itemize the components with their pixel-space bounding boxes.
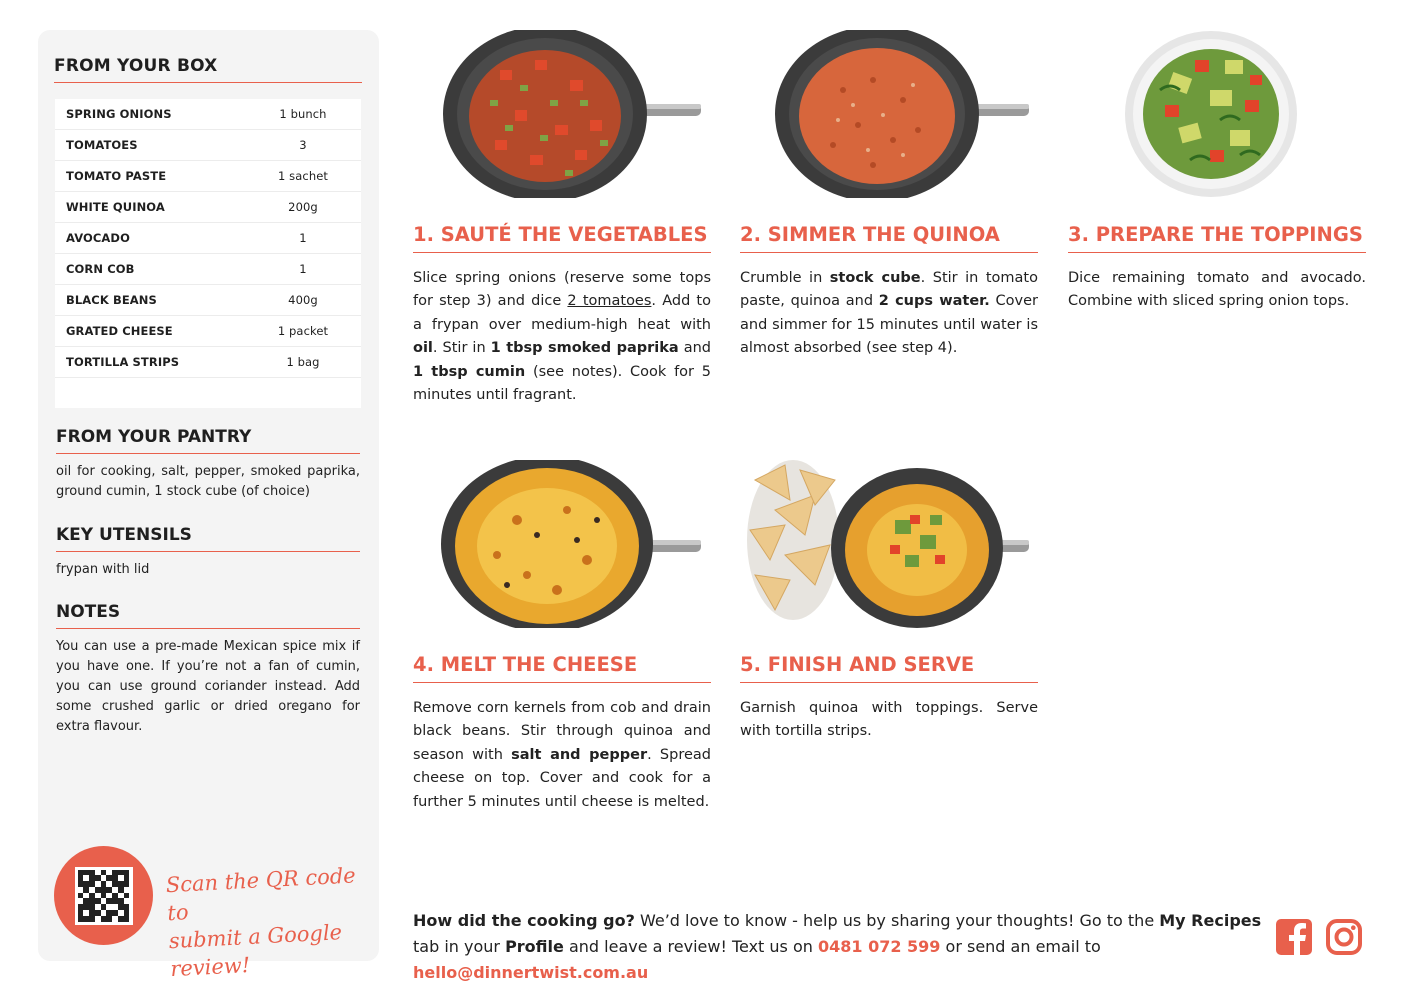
step-text: Remove corn kernels from cob and drain black beans. Stir through quinoa and season with salt and pepper. Spread cheese on top. Cover and cook for a further 5 minutes until cheese is melted. [413, 700, 711, 810]
utensils-text: frypan with lid [56, 562, 150, 577]
step-title: 1. SAUTÉ THE VEGETABLES [413, 223, 711, 253]
ingredient-qty: 1 bag [286, 355, 320, 369]
step-title: 4. MELT THE CHEESE [413, 653, 711, 683]
ingredient-name: GRATED CHEESE [66, 324, 173, 338]
pantry-heading: FROM YOUR PANTRY [56, 427, 360, 454]
table-row [55, 347, 361, 378]
pantry-section [56, 427, 360, 502]
step-text: Dice remaining tomato and avocado. Combine with sliced spring onion tops. [1068, 270, 1366, 310]
ingredient-qty: 1 [299, 262, 307, 276]
step5-photo [745, 460, 1035, 628]
notes-section [56, 602, 360, 737]
step-1 [413, 223, 711, 407]
email-link[interactable]: hello@dinnertwist.com.au [413, 963, 649, 982]
table-row [55, 316, 361, 347]
facebook-icon[interactable] [1275, 918, 1313, 956]
ingredient-qty: 1 sachet [277, 169, 328, 183]
ingredient-qty: 1 packet [277, 324, 329, 338]
utensils-heading: KEY UTENSILS [56, 525, 360, 552]
step-title: 2. SIMMER THE QUINOA [740, 223, 1038, 253]
qr-code-icon [75, 867, 133, 925]
pantry-text: oil for cooking, salt, pepper, smoked paprika, ground cumin, 1 stock cube (of choice) [56, 464, 360, 499]
step-2 [740, 223, 1038, 361]
ingredient-name: TOMATO PASTE [66, 169, 167, 183]
qr-code-badge[interactable] [54, 846, 153, 945]
ingredient-name: BLACK BEANS [66, 293, 157, 307]
instagram-icon[interactable] [1325, 918, 1363, 956]
step-text: Crumble in stock cube. Stir in tomato paste, quinoa and 2 cups water. Cover and simmer for 15 minutes until water is almost absorbed (see step 4). [740, 270, 1038, 357]
step2-photo [773, 30, 1033, 198]
step-5 [740, 653, 1038, 744]
from-your-box-heading: FROM YOUR BOX [54, 56, 362, 83]
ingredient-name: TOMATOES [66, 138, 138, 152]
ingredient-qty: 1 bunch [279, 107, 327, 121]
step-text: Garnish quinoa with toppings. Serve with tortilla strips. [740, 700, 1038, 740]
ingredient-name: WHITE QUINOA [66, 200, 165, 214]
qr-caption [165, 861, 371, 983]
review-footer: How did the cooking go? We’d love to know - help us by sharing your thoughts! Go to the My Recipes tab in your Profile and leave a review! Text us on 0481 072 599 or send an email to hello@dinnertwist.com.au [413, 911, 1262, 982]
step-4 [413, 653, 711, 814]
step1-photo [440, 30, 705, 198]
ingredient-qty: 400g [288, 293, 318, 307]
ingredient-name: TORTILLA STRIPS [66, 355, 180, 369]
step3-photo [1120, 30, 1302, 198]
step-text: Slice spring onions (reserve some tops for step 3) and dice 2 tomatoes. Add to a frypan over medium-high heat with oil. Stir in 1 tbsp smoked paprika and 1 tbsp cumin (see notes). Cook for 5 minutes until fragrant. [413, 270, 712, 404]
ingredient-table [55, 99, 361, 408]
ingredient-name: AVOCADO [66, 231, 130, 245]
step-title: 3. PREPARE THE TOPPINGS [1068, 223, 1366, 253]
left-panel [38, 30, 379, 982]
ingredient-qty: 1 [299, 231, 307, 245]
ingredient-qty: 200g [288, 200, 318, 214]
qr-caption-line: submit a Google review! [168, 920, 343, 982]
table-row [55, 285, 361, 316]
ingredient-qty: 3 [299, 138, 307, 152]
table-row [55, 99, 361, 130]
table-row [55, 223, 361, 254]
step-3 [1068, 223, 1366, 314]
table-row [55, 161, 361, 192]
step-title: 5. FINISH AND SERVE [740, 653, 1038, 683]
table-row [55, 192, 361, 223]
step4-photo [437, 460, 705, 628]
qr-caption-line: Scan the QR code to [165, 863, 357, 926]
ingredient-name: SPRING ONIONS [66, 107, 172, 121]
notes-text: You can use a pre-made Mexican spice mix if you have one. If you’re not a fan of cumin, you can use ground coriander instead. Add some crushed garlic or dried oregano for extra flavour. [56, 639, 360, 734]
table-row [55, 254, 361, 285]
ingredient-name: CORN COB [66, 262, 135, 276]
notes-heading: NOTES [56, 602, 360, 629]
utensils-section [56, 525, 360, 580]
table-row [55, 130, 361, 161]
phone-link[interactable]: 0481 072 599 [817, 937, 941, 956]
